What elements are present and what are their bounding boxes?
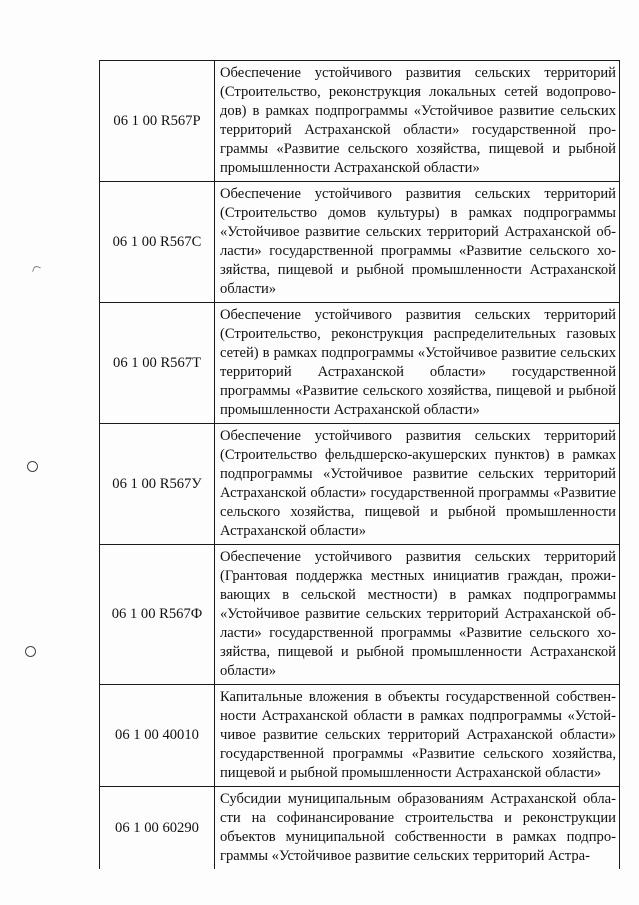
table-row (100, 545, 620, 685)
table-row (100, 182, 620, 303)
expense-description: Обеспечение устойчивого развития сельских территорий (Строительство фельдшерско-акушерских пунктов) в рамках подпрограммы «Устойчивое развитие сельских территорий Астраханской области» государственной программы «Развитие сельского хозяйства, пищевой и рыбной промышленности Астраханской области» (215, 424, 620, 545)
budget-codes-table (99, 60, 620, 869)
table-row (100, 303, 620, 424)
table-row (100, 787, 620, 870)
classification-code: 06 1 00 R567С (100, 182, 215, 303)
expense-description: Субсидии муниципальным образованиям Астраханской области на софинансирование строительства и реконструкции объектов муниципальной собственности в рамках подпрограммы «Устойчивое развитие сельских территорий Астра- (215, 787, 620, 870)
classification-code: 06 1 00 40010 (100, 685, 215, 787)
punch-hole (25, 646, 36, 657)
classification-code: 06 1 00 R567Р (100, 61, 215, 182)
expense-description: Обеспечение устойчивого развития сельских территорий (Строительство, реконструкция распределительных газовых сетей) в рамках подпрограммы «Устойчивое развитие сельских территорий Астраханской области» государственной программы «Развитие сельского хозяйства, пищевой и рыбной промышленности Астраханской области» (215, 303, 620, 424)
expense-description: Обеспечение устойчивого развития сельских территорий (Строительство домов культуры) в рамках подпрограммы «Устойчивое развитие сельских территорий Астраханской области» государственной программы «Развитие сельского хозяйства, пищевой и рыбной промышленности Астраханской области» (215, 182, 620, 303)
scan-artifact (32, 265, 41, 274)
classification-code: 06 1 00 R567Т (100, 303, 215, 424)
expense-description: Обеспечение устойчивого развития сельских территорий (Строительство, реконструкция локальных сетей водопроводов) в рамках подпрограммы «Устойчивое развитие сельских территорий Астраханской области» государственной программы «Развитие сельского хозяйства, пищевой и рыбной промышленности Астраханской области» (215, 61, 620, 182)
classification-code: 06 1 00 60290 (100, 787, 215, 870)
punch-hole (27, 461, 38, 472)
table-row (100, 424, 620, 545)
classification-code: 06 1 00 R567У (100, 424, 215, 545)
classification-code: 06 1 00 R567Ф (100, 545, 215, 685)
expense-description: Капитальные вложения в объекты государственной собственности Астраханской области в рамках подпрограммы «Устойчивое развитие сельских территорий Астраханской области» государственной программы «Развитие сельского хозяйства, пищевой и рыбной промышленности Астраханской области» (215, 685, 620, 787)
table-row (100, 61, 620, 182)
table-row (100, 685, 620, 787)
expense-description: Обеспечение устойчивого развития сельских территорий (Грантовая поддержка местных инициатив граждан, проживающих в сельской местности) в рамках подпрограммы «Устойчивое развитие сельских территорий Астраханской области» государственной программы «Развитие сельского хозяйства, пищевой и рыбной промышленности Астраханской области» (215, 545, 620, 685)
